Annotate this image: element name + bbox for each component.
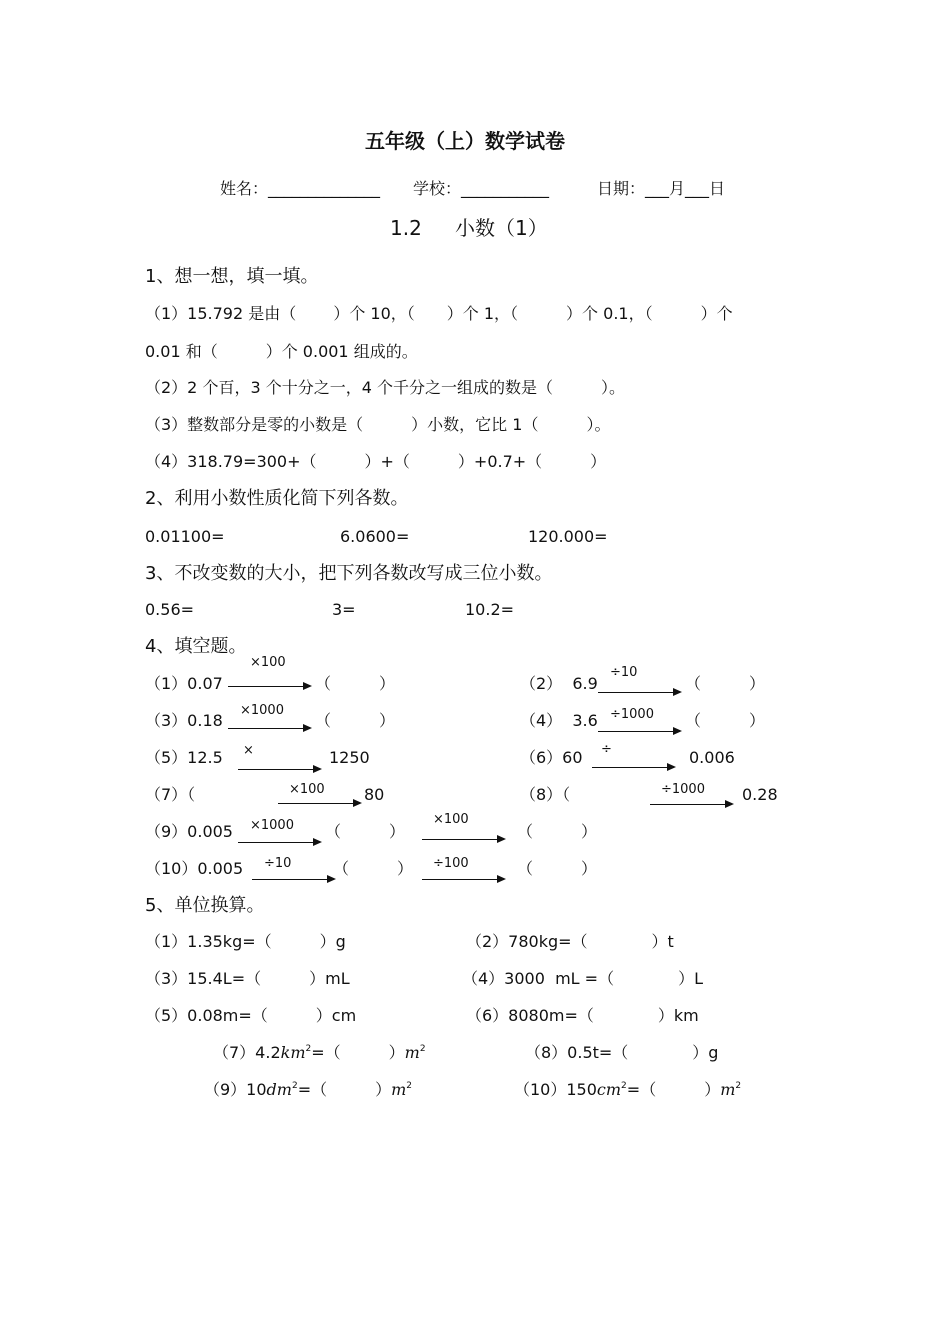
result-value: 0.28 — [742, 785, 778, 804]
arrow-icon — [598, 692, 680, 693]
section-title: 小数（1） — [455, 216, 548, 240]
answer-blank: （ ） — [685, 711, 766, 730]
operation-label: ×1000 — [240, 703, 284, 718]
arrow-icon — [650, 804, 732, 805]
answer-blank: （ ） — [333, 859, 414, 878]
date-field: 日期：___月___日 — [597, 179, 726, 198]
operation-label: ÷100 — [433, 856, 469, 871]
q4-item-3: （3）0.18 — [145, 711, 223, 730]
arrow-icon — [598, 731, 680, 732]
operation-label: ÷1000 — [661, 782, 705, 797]
operation-label: ×100 — [289, 782, 325, 797]
q1-line4: （4）318.79=300+（ ）+（ ）+0.7+（ ） — [145, 452, 607, 471]
arrow-icon — [592, 767, 674, 768]
q1-line1b: 0.01 和（ ）个 0.001 组成的。 — [145, 342, 418, 361]
q5-item-6: （6）8080m=（ ）km — [466, 1006, 699, 1025]
arrow-icon — [238, 842, 320, 843]
q5-heading: 5、单位换算。 — [145, 895, 265, 916]
q1-heading: 1、想一想，填一填。 — [145, 266, 319, 287]
arrow-icon — [278, 803, 360, 804]
q4-item-8: （8）（ — [520, 785, 571, 804]
q1-line3: （3）整数部分是零的小数是（ ）小数，它比 1（ ）。 — [145, 415, 611, 434]
answer-blank: （ ） — [685, 674, 766, 693]
result-value: 80 — [364, 785, 385, 804]
q5-item-2: （2）780kg=（ ）t — [466, 932, 674, 951]
operation-label: ÷10 — [610, 665, 638, 680]
operation-label: ÷1000 — [610, 707, 654, 722]
q5-item-10: $(10)150cm^2=$（ ）$m^2$ — [514, 1080, 742, 1099]
q4-item-4: （4） 3.6 — [520, 711, 598, 730]
operation-label: ×100 — [433, 812, 469, 827]
q5-item-7: $(7)4.2km^2=$（ ）$m^2$ — [213, 1043, 426, 1062]
q4-item-10: （10）0.005 — [145, 859, 244, 878]
page-title: 五年级（上）数学试卷 — [365, 129, 565, 153]
q3-item: 0.56= — [145, 600, 195, 619]
q3-heading: 3、不改变数的大小，把下列各数改写成三位小数。 — [145, 563, 553, 584]
q4-item-2: （2） 6.9 — [520, 674, 598, 693]
q5-item-3: （3）15.4L=（ ）mL — [145, 969, 350, 988]
arrow-icon — [422, 879, 504, 880]
section-number: 1.2 — [390, 216, 422, 240]
q4-item-1: （1）0.07 — [145, 674, 223, 693]
answer-blank: （ ） — [517, 822, 598, 841]
q4-item-6: （6）60 — [520, 748, 583, 767]
q2-item: 0.01100= — [145, 527, 225, 546]
q3-item: 10.2= — [465, 600, 515, 619]
q5-item-9: $(9)10dm^2=$（ ）$m^2$ — [204, 1080, 413, 1099]
operation-label: ×1000 — [250, 818, 294, 833]
arrow-icon — [238, 769, 320, 770]
answer-blank: （ ） — [517, 859, 598, 878]
arrow-icon — [422, 839, 504, 840]
q4-item-7: （7）（ — [145, 785, 196, 804]
result-value: 1250 — [329, 748, 370, 767]
operation-label: ×100 — [250, 655, 286, 670]
q4-item-9: （9）0.005 — [145, 822, 233, 841]
arrow-icon — [228, 686, 310, 687]
name-field: 姓名：______________ — [220, 179, 381, 198]
school-field: 学校：___________ — [413, 179, 550, 198]
arrow-icon — [252, 879, 334, 880]
q1-line2: （2）2 个百，3 个十分之一，4 个千分之一组成的数是（ ）。 — [145, 378, 625, 397]
q2-heading: 2、利用小数性质化简下列各数。 — [145, 488, 409, 509]
operation-label: ÷ — [601, 742, 612, 757]
q3-item: 3= — [332, 600, 356, 619]
arrow-icon — [228, 728, 310, 729]
operation-label: ÷10 — [264, 856, 292, 871]
q2-item: 120.000= — [528, 527, 608, 546]
q4-heading: 4、填空题。 — [145, 636, 247, 657]
result-value: 0.006 — [689, 748, 735, 767]
q5-item-8: （8）0.5t=（ ）g — [525, 1043, 719, 1062]
q5-item-1: （1）1.35kg=（ ）g — [145, 932, 346, 951]
operation-label: × — [243, 743, 254, 758]
q2-item: 6.0600= — [340, 527, 410, 546]
q5-item-4: （4）3000 mL =（ ）L — [462, 969, 703, 988]
q5-item-5: （5）0.08m=（ ）cm — [145, 1006, 357, 1025]
answer-blank: （ ） — [315, 711, 396, 730]
answer-blank: （ ） — [315, 674, 396, 693]
answer-blank: （ ） — [325, 822, 406, 841]
q1-line1: （1）15.792 是由（ ）个 10，（ ）个 1，（ ）个 0.1，（ ）个 — [145, 304, 733, 323]
q4-item-5: （5）12.5 — [145, 748, 223, 767]
